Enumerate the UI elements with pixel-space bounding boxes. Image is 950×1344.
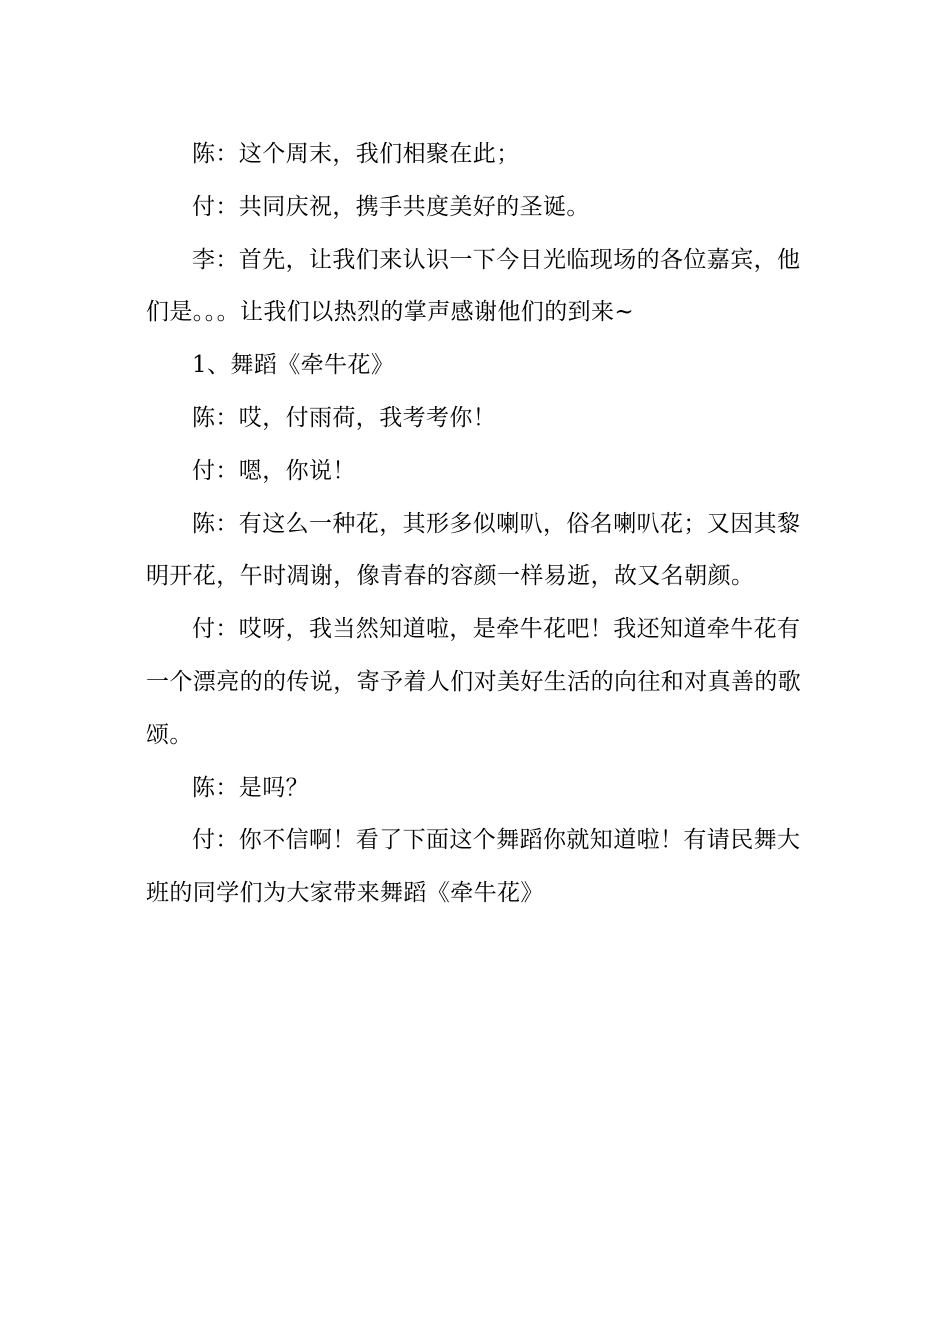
paragraph-5: 陈：哎，付雨荷，我考考你！ [192,404,497,431]
paragraph-10: 付：你不信啊！看了下面这个舞蹈你就知道啦！有请民舞大班的同学们为大家带来舞蹈《牵牛花》 [146,827,801,907]
paragraph-9: 陈：是吗？ [192,774,309,801]
paragraph-3: 李：首先，让我们来认识一下今日光临现场的各位嘉宾，他们是。。。让我们以热烈的掌声感谢他们的到来~ [146,246,801,326]
paragraph-8: 付：哎呀，我当然知道啦，是牵牛花吧！我还知道牵牛花有一个漂亮的的传说，寄予着人们对美好生活的向往和对真善的歌颂。 [146,616,802,748]
paragraph-2: 付：共同庆祝，携手共度美好的圣诞。 [192,193,590,220]
section-heading: 1、舞蹈《牵牛花》 [192,352,395,379]
document-body [146,128,806,920]
paragraph-7: 陈：有这么一种花，其形多似喇叭，俗名喇叭花；又因其黎明开花，午时凋谢，像青春的容颜一样易逝，故又名朝颜。 [146,510,801,590]
paragraph-1: 陈：这个周末，我们相聚在此； [192,141,520,167]
paragraph-6: 付：嗯，你说！ [192,457,356,484]
